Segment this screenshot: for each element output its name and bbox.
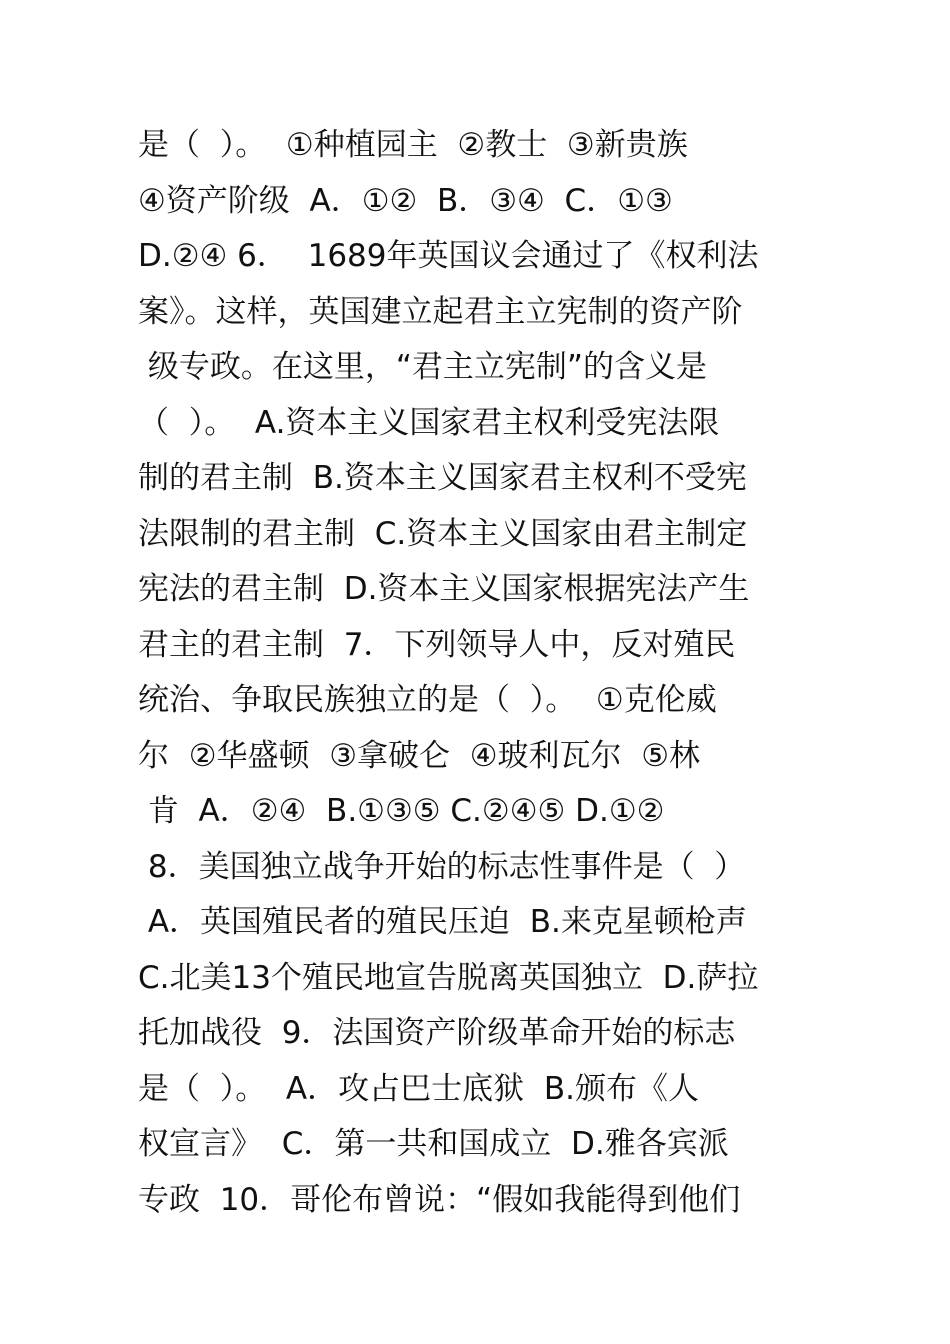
text-line: 统治、争取民族独立的是（ ）。 ①克伦威: [138, 682, 717, 718]
text-line: 是（ ）。 A．攻占巴士底狱 B.颁布《人: [138, 1070, 699, 1107]
text-line: 8．美国独立战争开始的标志性事件是（ ）: [138, 848, 746, 885]
text-line: 宪法的君主制 D.资本主义国家根据宪法产生: [138, 571, 750, 607]
text-line: A．英国殖民者的殖民压迫 B.来克星顿枪声: [138, 904, 747, 940]
text-line: 托加战役 9．法国资产阶级革命开始的标志: [138, 1015, 736, 1051]
text-line: D.②④ 6． 1689年英国议会通过了《权利法: [138, 238, 759, 274]
text-line: 是（ ）。 ①种植园主 ②教士 ③新贵族: [138, 127, 688, 163]
text-line: 法限制的君主制 C.资本主义国家由君主制定: [138, 515, 748, 552]
text-line: 制的君主制 B.资本主义国家君主权利不受宪: [138, 460, 747, 496]
text-line: 尔 ②华盛顿 ③拿破仑 ④玻利瓦尔 ⑤林: [138, 737, 700, 774]
text-line: C.北美13个殖民地宣告脱离英国独立 D.萨拉: [138, 959, 759, 996]
question-text-block: [138, 118, 818, 1228]
text-line: 权宣言》 C．第一共和国成立 D.雅各宾派: [138, 1126, 729, 1162]
text-line: 君主的君主制 7．下列领导人中，反对殖民: [138, 626, 736, 663]
text-line: 肯 A．②④ B.①③⑤ C.②④⑤ D.①②: [138, 793, 665, 829]
text-line: ④资产阶级 A．①② B．③④ C．①③: [138, 182, 673, 219]
text-line: 级专政。在这里，“君主立宪制”的含义是: [138, 349, 707, 385]
text-line: （ ）。 A.资本主义国家君主权利受宪法限: [138, 404, 720, 441]
text-line: 案》。这样，英国建立起君主立宪制的资产阶: [138, 293, 743, 330]
text-line: 专政 10．哥伦布曾说：“假如我能得到他们: [138, 1181, 741, 1218]
